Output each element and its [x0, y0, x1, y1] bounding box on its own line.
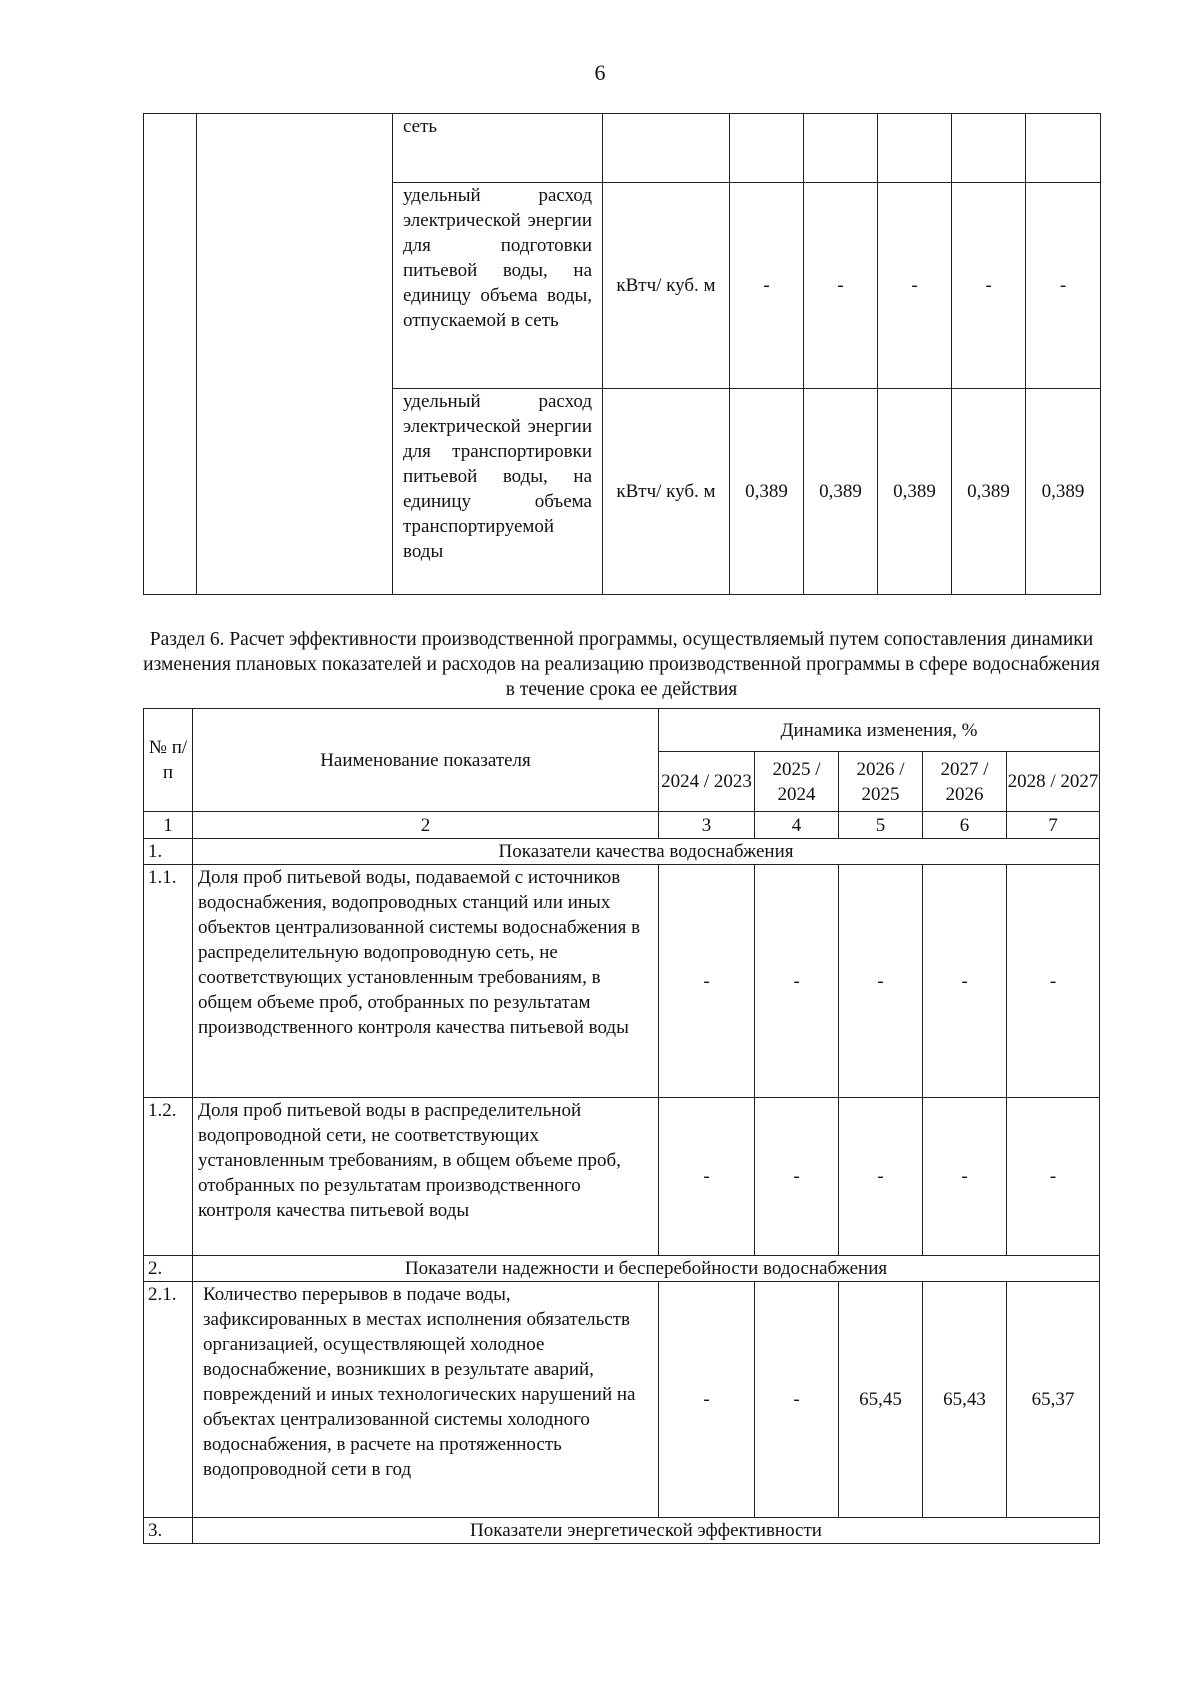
value-cell: 0,389	[804, 389, 878, 595]
blank-cell	[197, 114, 393, 595]
table-row	[144, 1282, 1100, 1518]
value-cell: -	[878, 183, 952, 389]
value-cell: -	[659, 1098, 755, 1256]
value-cell: -	[952, 183, 1026, 389]
indicator-name: Доля проб питьевой воды, подаваемой с источников водоснабжения, водопроводных станций или иных объектов централизованной системы водоснабжения в распределительную водопроводную сеть, не соответствующих установленным требованиям, в общем объеме проб, отобранных по результатам производственного контроля качества питьевой воды	[193, 865, 659, 1098]
value-cell: -	[755, 1098, 839, 1256]
value-cell: -	[923, 1098, 1007, 1256]
header-num: № п/п	[144, 709, 193, 812]
value-cell: -	[659, 865, 755, 1098]
row-number: 1.2.	[144, 1098, 193, 1256]
header-year: 2025 / 2024	[755, 752, 839, 812]
section-heading: Раздел 6. Расчет эффективности производственной программы, осуществляемый путем сопоставления динамики изменения плановых показателей и расходов на реализацию производственной программы в сфере водоснабжения в течение срока ее действия	[143, 629, 1100, 700]
table-row	[144, 865, 1100, 1098]
group-row	[144, 1256, 1100, 1282]
table-row	[144, 1098, 1100, 1256]
group-number: 1.	[144, 839, 193, 865]
value-cell: -	[659, 1282, 755, 1518]
group-number: 2.	[144, 1256, 193, 1282]
indicator-description: удельный расход электрической энергии для подготовки питьевой воды, на единицу объема воды, отпускаемой в сеть	[393, 183, 603, 389]
value-cell	[804, 114, 878, 183]
value-cell: 65,45	[839, 1282, 923, 1518]
header-dynamics: Динамика изменения, %	[659, 709, 1100, 752]
value-cell	[878, 114, 952, 183]
value-cell: -	[1026, 183, 1101, 389]
column-number: 5	[839, 812, 923, 839]
group-title: Показатели энергетической эффективности	[193, 1518, 1100, 1544]
header-year: 2028 / 2027	[1007, 752, 1100, 812]
column-number: 7	[1007, 812, 1100, 839]
header-row	[144, 709, 1100, 752]
value-cell: -	[923, 865, 1007, 1098]
indicator-name: Доля проб питьевой воды в распределительной водопроводной сети, не соответствующих установленным требованиям, в общем объеме проб, отобранных по результатам производственного контроля качества питьевой воды	[193, 1098, 659, 1256]
column-number-row	[144, 812, 1100, 839]
header-name: Наименование показателя	[193, 709, 659, 812]
value-cell: 0,389	[878, 389, 952, 595]
value-cell: 0,389	[730, 389, 804, 595]
blank-cell	[144, 114, 197, 595]
header-year: 2026 / 2025	[839, 752, 923, 812]
value-cell: 65,37	[1007, 1282, 1100, 1518]
header-year: 2027 / 2026	[923, 752, 1007, 812]
value-cell	[730, 114, 804, 183]
value-cell: -	[1007, 1098, 1100, 1256]
group-row	[144, 1518, 1100, 1544]
page-number: 6	[594, 60, 606, 85]
row-number: 2.1.	[144, 1282, 193, 1518]
value-cell: 0,389	[1026, 389, 1101, 595]
efficiency-table	[143, 708, 1100, 1544]
header-year: 2024 / 2023	[659, 752, 755, 812]
row-number: 1.1.	[144, 865, 193, 1098]
value-cell: -	[1007, 865, 1100, 1098]
unit-cell: кВтч/ куб. м	[603, 389, 730, 595]
group-title: Показатели качества водоснабжения	[193, 839, 1100, 865]
column-number: 3	[659, 812, 755, 839]
group-title: Показатели надежности и бесперебойности водоснабжения	[193, 1256, 1100, 1282]
value-cell	[1026, 114, 1101, 183]
group-number: 3.	[144, 1518, 193, 1544]
unit-cell	[603, 114, 730, 183]
value-cell: -	[755, 1282, 839, 1518]
column-number: 2	[193, 812, 659, 839]
continuation-table	[143, 113, 1101, 595]
unit-cell: кВтч/ куб. м	[603, 183, 730, 389]
column-number: 6	[923, 812, 1007, 839]
indicator-description: удельный расход электрической энергии для транспортировки питьевой воды, на единицу объема транспортируемой воды	[393, 389, 603, 595]
group-row	[144, 839, 1100, 865]
value-cell: 0,389	[952, 389, 1026, 595]
value-cell	[952, 114, 1026, 183]
indicator-description: сеть	[393, 114, 603, 183]
column-number: 1	[144, 812, 193, 839]
table-row	[144, 114, 1101, 183]
value-cell: -	[839, 865, 923, 1098]
indicator-name: Количество перерывов в подаче воды, зафиксированных в местах исполнения обязательств организацией, осуществляющей холодное водоснабжение, возникших в результате аварий, повреждений и иных технологических нарушений на объектах централизованной системы холодного водоснабжения, в расчете на протяженность водопроводной сети в год	[193, 1282, 659, 1518]
value-cell: 65,43	[923, 1282, 1007, 1518]
value-cell: -	[839, 1098, 923, 1256]
value-cell: -	[730, 183, 804, 389]
value-cell: -	[804, 183, 878, 389]
value-cell: -	[755, 865, 839, 1098]
column-number: 4	[755, 812, 839, 839]
